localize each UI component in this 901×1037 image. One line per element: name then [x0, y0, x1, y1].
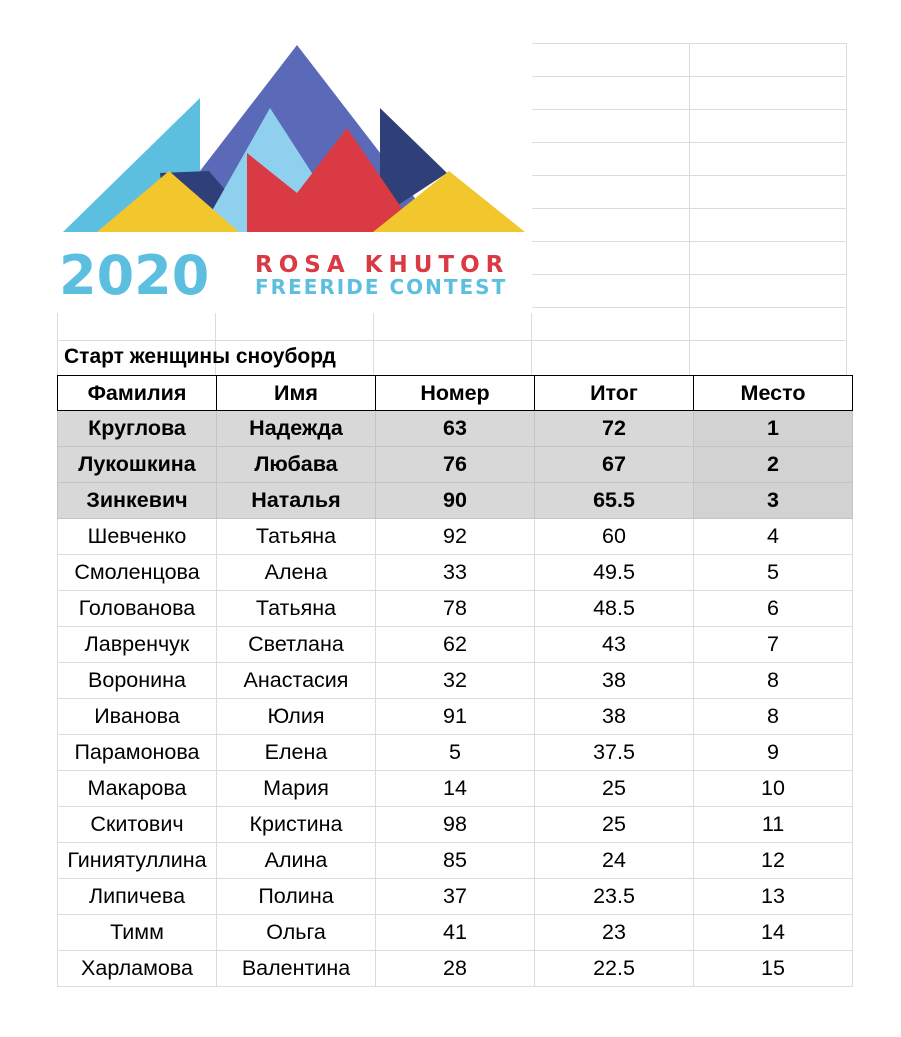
cell-total[interactable]: 43: [535, 627, 694, 663]
cell-first-name[interactable]: Елена: [217, 735, 376, 771]
cell-first-name[interactable]: Надежда: [217, 411, 376, 447]
cell-number[interactable]: 62: [376, 627, 535, 663]
header-first-name: Имя: [217, 376, 376, 411]
cell-first-name[interactable]: Наталья: [217, 483, 376, 519]
table-row: [58, 663, 853, 699]
cell-number[interactable]: 28: [376, 951, 535, 987]
cell-first-name[interactable]: Татьяна: [217, 591, 376, 627]
section-title: Старт женщины сноуборд: [64, 345, 336, 368]
results-body: [58, 411, 853, 987]
header-last-name: Фамилия: [58, 376, 217, 411]
cell-last-name[interactable]: Зинкевич: [58, 483, 217, 519]
cell-last-name[interactable]: Лавренчук: [58, 627, 217, 663]
logo-year: 2020: [59, 244, 210, 307]
cell-number[interactable]: 41: [376, 915, 535, 951]
table-row: [58, 807, 853, 843]
cell-last-name[interactable]: Иванова: [58, 699, 217, 735]
cell-number[interactable]: 91: [376, 699, 535, 735]
table-row: [58, 411, 853, 447]
cell-total[interactable]: 37.5: [535, 735, 694, 771]
cell-place[interactable]: 8: [694, 663, 853, 699]
cell-first-name[interactable]: Алена: [217, 555, 376, 591]
cell-last-name[interactable]: Голованова: [58, 591, 217, 627]
cell-last-name[interactable]: Круглова: [58, 411, 217, 447]
cell-last-name[interactable]: Липичева: [58, 879, 217, 915]
header-number: Номер: [376, 376, 535, 411]
table-row: [58, 915, 853, 951]
cell-number[interactable]: 78: [376, 591, 535, 627]
cell-last-name[interactable]: Гиниятуллина: [58, 843, 217, 879]
cell-place[interactable]: 6: [694, 591, 853, 627]
cell-place[interactable]: 10: [694, 771, 853, 807]
cell-place[interactable]: 1: [694, 411, 853, 447]
cell-first-name[interactable]: Юлия: [217, 699, 376, 735]
table-row: [58, 771, 853, 807]
cell-number[interactable]: 85: [376, 843, 535, 879]
cell-total[interactable]: 38: [535, 663, 694, 699]
cell-number[interactable]: 76: [376, 447, 535, 483]
cell-first-name[interactable]: Полина: [217, 879, 376, 915]
header-total: Итог: [535, 376, 694, 411]
cell-place[interactable]: 2: [694, 447, 853, 483]
cell-last-name[interactable]: Макарова: [58, 771, 217, 807]
table-header-row: [58, 376, 853, 411]
cell-number[interactable]: 33: [376, 555, 535, 591]
cell-last-name[interactable]: Шевченко: [58, 519, 217, 555]
cell-last-name[interactable]: Харламова: [58, 951, 217, 987]
cell-place[interactable]: 13: [694, 879, 853, 915]
cell-place[interactable]: 14: [694, 915, 853, 951]
cell-last-name[interactable]: Воронина: [58, 663, 217, 699]
cell-number[interactable]: 37: [376, 879, 535, 915]
cell-first-name[interactable]: Светлана: [217, 627, 376, 663]
cell-place[interactable]: 11: [694, 807, 853, 843]
cell-total[interactable]: 22.5: [535, 951, 694, 987]
table-row: [58, 483, 853, 519]
cell-total[interactable]: 25: [535, 771, 694, 807]
cell-first-name[interactable]: Анастасия: [217, 663, 376, 699]
cell-first-name[interactable]: Татьяна: [217, 519, 376, 555]
cell-first-name[interactable]: Любава: [217, 447, 376, 483]
table-row: [58, 555, 853, 591]
cell-total[interactable]: 49.5: [535, 555, 694, 591]
table-row: [58, 879, 853, 915]
logo-line2: FREERIDE CONTEST: [255, 275, 508, 299]
header-place: Место: [694, 376, 853, 411]
cell-first-name[interactable]: Кристина: [217, 807, 376, 843]
cell-place[interactable]: 4: [694, 519, 853, 555]
cell-place[interactable]: 3: [694, 483, 853, 519]
table-row: [58, 735, 853, 771]
cell-total[interactable]: 24: [535, 843, 694, 879]
cell-last-name[interactable]: Тимм: [58, 915, 217, 951]
cell-number[interactable]: 32: [376, 663, 535, 699]
table-row: [58, 591, 853, 627]
cell-first-name[interactable]: Ольга: [217, 915, 376, 951]
table-row: [58, 627, 853, 663]
cell-total[interactable]: 25: [535, 807, 694, 843]
table-row: [58, 843, 853, 879]
cell-number[interactable]: 63: [376, 411, 535, 447]
cell-place[interactable]: 15: [694, 951, 853, 987]
cell-place[interactable]: 8: [694, 699, 853, 735]
cell-total[interactable]: 23: [535, 915, 694, 951]
cell-last-name[interactable]: Лукошкина: [58, 447, 217, 483]
rosa-khutor-logo: [57, 43, 532, 313]
cell-number[interactable]: 90: [376, 483, 535, 519]
table-row: [58, 447, 853, 483]
cell-total[interactable]: 72: [535, 411, 694, 447]
cell-total[interactable]: 67: [535, 447, 694, 483]
logo-graphic: [57, 43, 532, 313]
cell-place[interactable]: 5: [694, 555, 853, 591]
cell-first-name[interactable]: Валентина: [217, 951, 376, 987]
table-row: [58, 699, 853, 735]
cell-total[interactable]: 23.5: [535, 879, 694, 915]
cell-total[interactable]: 38: [535, 699, 694, 735]
cell-last-name[interactable]: Парамонова: [58, 735, 217, 771]
cell-first-name[interactable]: Мария: [217, 771, 376, 807]
cell-last-name[interactable]: Скитович: [58, 807, 217, 843]
results-table: [57, 375, 853, 987]
cell-place[interactable]: 12: [694, 843, 853, 879]
cell-number[interactable]: 14: [376, 771, 535, 807]
table-row: [58, 951, 853, 987]
cell-total[interactable]: 65.5: [535, 483, 694, 519]
table-row: [58, 519, 853, 555]
cell-total[interactable]: 60: [535, 519, 694, 555]
cell-number[interactable]: 92: [376, 519, 535, 555]
cell-place[interactable]: 7: [694, 627, 853, 663]
cell-first-name[interactable]: Алина: [217, 843, 376, 879]
cell-last-name[interactable]: Смоленцова: [58, 555, 217, 591]
logo-line1: ROSA KHUTOR: [255, 252, 510, 278]
cell-number[interactable]: 98: [376, 807, 535, 843]
cell-number[interactable]: 5: [376, 735, 535, 771]
cell-place[interactable]: 9: [694, 735, 853, 771]
cell-total[interactable]: 48.5: [535, 591, 694, 627]
